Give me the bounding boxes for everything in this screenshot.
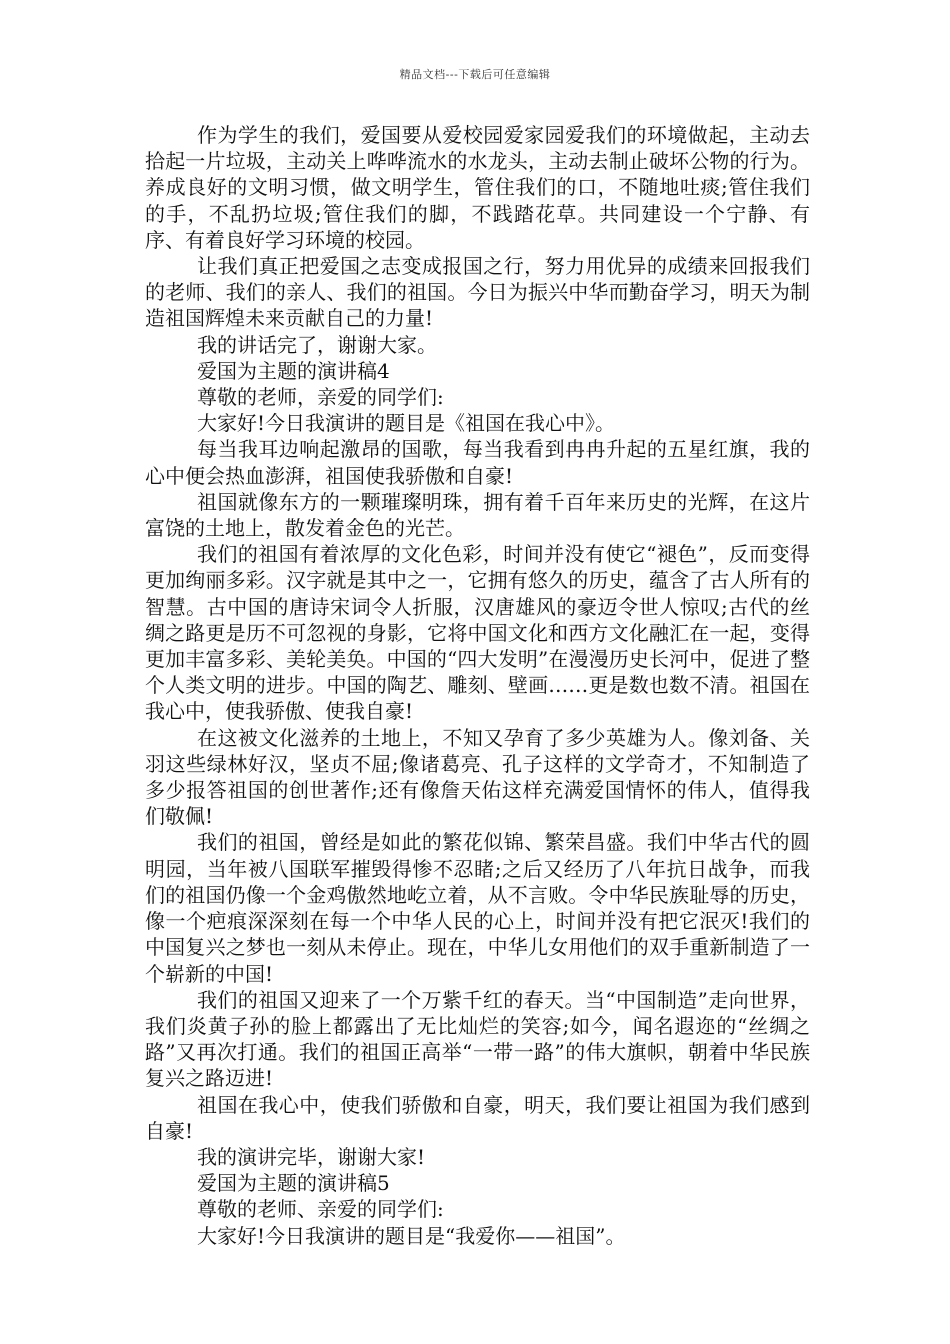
paragraph: 让我们真正把爱国之志变成报国之行，努力用优异的成绩来回报我们的老师、我们的亲人、我们的祖国。今日为振兴中华而勤奋学习，明天为制造祖国辉煌未来贡献自己的力量! [145,254,810,331]
paragraph: 大家好!今日我演讲的题目是《祖国在我心中》。 [197,411,616,436]
paragraph: 作为学生的我们，爱国要从爱校园爱家园爱我们的环境做起，主动去拾起一片垃圾，主动关上哗哗流水的水龙头，主动去制止破坏公物的行为。养成良好的文明习惯，做文明学生，管住我们的口，不随地吐痰;管住我们的手，不乱扔垃圾;管住我们的脚，不践踏花草。共同建设一个宁静、有序、有着良好学习环境的校园。 [145,123,810,252]
salutation: 尊敬的老师，亲爱的同学们: [197,385,444,410]
paragraph: 每当我耳边响起激昂的国歌，每当我看到冉冉升起的五星红旗，我的心中便会热血澎湃，祖国使我骄傲和自豪! [145,437,810,488]
paragraph: 我的演讲完毕，谢谢大家! [197,1144,426,1169]
salutation: 尊敬的老师、亲爱的同学们: [197,1197,444,1222]
paragraph: 大家好!今日我演讲的题目是“我爱你——祖国”。 [197,1223,626,1248]
section-heading: 爱国为主题的演讲稿5 [197,1171,390,1196]
paragraph: 在这被文化滋养的土地上，不知又孕育了多少英雄为人。像刘备、关羽这些绿林好汉，坚贞不屈;像诸葛亮、孔子这样的文学奇才，不知制造了多少报答祖国的创世著作;还有像詹天佑这样充满爱国情怀的伟人，值得我们敬佩! [145,725,810,829]
paragraph: 我们的祖国又迎来了一个万紫千红的春天。当“中国制造”走向世界，我们炎黄子孙的脸上都露出了无比灿烂的笑容;如今，闻名遐迩的“丝绸之路”又再次打通。我们的祖国正高举“一带一路”的伟大旗帜，朝着中华民族复兴之路迈进! [145,987,810,1091]
paragraph: 我的讲话完了，谢谢大家。 [197,332,437,357]
page-header: 精品文档---下载后可任意编辑 [399,68,551,81]
paragraph: 我们的祖国有着浓厚的文化色彩，时间并没有使它“褪色”，反而变得更加绚丽多彩。汉字就是其中之一，它拥有悠久的历史，蕴含了古人所有的智慧。古中国的唐诗宋词令人折服，汉唐雄风的豪迈令世人惊叹;古代的丝绸之路更是历不可忽视的身影，它将中国文化和西方文化融汇在一起，变得更加丰富多彩、美轮美奂。中国的“四大发明”在漫漫历史长河中，促进了整个人类文明的进步。中国的陶艺、雕刻、壁画……更是数也数不清。祖国在我心中，使我骄傲、使我自豪! [145,542,810,724]
document-body [145,122,810,1249]
paragraph: 祖国就像东方的一颗璀璨明珠，拥有着千百年来历史的光辉，在这片富饶的土地上，散发着金色的光芒。 [145,489,810,541]
paragraph: 我们的祖国，曾经是如此的繁花似锦、繁荣昌盛。我们中华古代的圆明园，当年被八国联军摧毁得惨不忍睹;之后又经历了八年抗日战争，而我们的祖国仍像一个金鸡傲然地屹立着，从不言败。令中华民族耻辱的历史，像一个疤痕深深刻在每一个中华人民的心上，时间并没有把它泯灭!我们的中国复兴之梦也一刻从未停止。现在，中华儿女用他们的双手重新制造了一个崭新的中国! [145,830,810,986]
section-heading: 爱国为主题的演讲稿4 [197,358,390,383]
paragraph: 祖国在我心中，使我们骄傲和自豪，明天，我们要让祖国为我们感到自豪! [145,1092,810,1143]
